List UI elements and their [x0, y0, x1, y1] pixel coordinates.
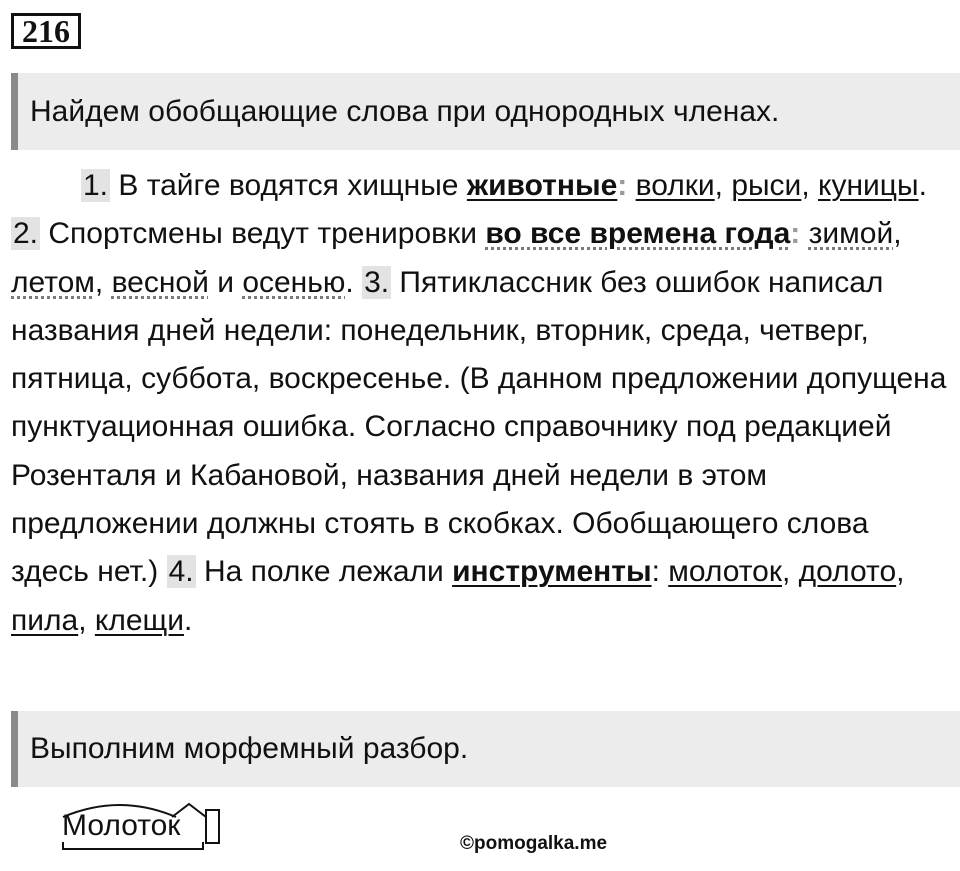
period: . — [345, 265, 363, 299]
homogeneous-member: рыси — [731, 169, 802, 202]
sentence-3-text: Пятиклассник без ошибок написал названия дней недели: понедельник, вторник, среда, четверг, пятница, суббота, воскресенье. (В данном предложении допущена пунктуационная ошибка. Согласно справочнику под редакцией Розенталя и Кабановой, названия дней недели в этом предложении должны стоять в скобках. Обобщающего слова здесь нет.) — [11, 265, 947, 589]
sentence-4-number: 4. — [168, 555, 194, 589]
generalizing-word: животные — [466, 169, 618, 202]
homogeneous-member: зимой — [808, 217, 894, 251]
generalizing-word: инструменты — [452, 555, 652, 589]
comma: , — [896, 555, 905, 589]
morpheme-analysis — [60, 795, 260, 855]
comma: , — [893, 217, 902, 251]
homogeneous-member: куницы — [818, 169, 919, 202]
period: . — [183, 603, 193, 637]
sentence-3-number: 3. — [364, 265, 390, 299]
homogeneous-member: весной — [111, 265, 209, 299]
watermark: ©pomogalka.me — [460, 833, 608, 854]
task-number: 216 — [11, 13, 81, 49]
sentence-2-text: Спортсмены ведут тренировки — [40, 217, 486, 251]
homogeneous-member: волки — [635, 169, 715, 202]
sentence-1-text: В тайге водятся хищные — [110, 169, 467, 202]
colon: : — [651, 555, 669, 589]
comma: , — [781, 555, 799, 589]
homogeneous-member: долото — [798, 555, 897, 589]
comma: , — [78, 603, 87, 637]
conjunction: и — [208, 265, 243, 299]
homogeneous-member: клещи — [94, 603, 184, 637]
homogeneous-member: летом — [11, 265, 95, 299]
homogeneous-member: осенью — [242, 265, 346, 299]
generalizing-word: во все времена года — [485, 217, 791, 251]
sentence-4-text: На полке лежали — [195, 555, 453, 589]
heading-text: Найдем обобщающие слова при однородных членах. — [30, 94, 780, 128]
answer-text — [11, 162, 951, 645]
sentence-2-number: 2. — [13, 217, 39, 251]
heading-text: Выполним морфемный разбор. — [30, 732, 469, 765]
comma: , — [801, 169, 810, 202]
section-heading-morpheme-analysis — [11, 711, 960, 787]
answer-paragraph — [11, 162, 951, 645]
homogeneous-member: молоток — [668, 555, 782, 589]
comma: , — [94, 265, 112, 299]
sentence-1-number: 1. — [83, 169, 109, 202]
stem-bracket — [63, 842, 203, 849]
morpheme-word: Молоток — [62, 809, 181, 842]
ending-box — [206, 810, 219, 843]
period: . — [918, 169, 927, 202]
colon: : — [617, 169, 628, 202]
homogeneous-member: пила — [11, 603, 79, 637]
colon: : — [790, 217, 801, 251]
section-heading-generalizing-words — [11, 73, 960, 150]
comma: , — [714, 169, 732, 202]
